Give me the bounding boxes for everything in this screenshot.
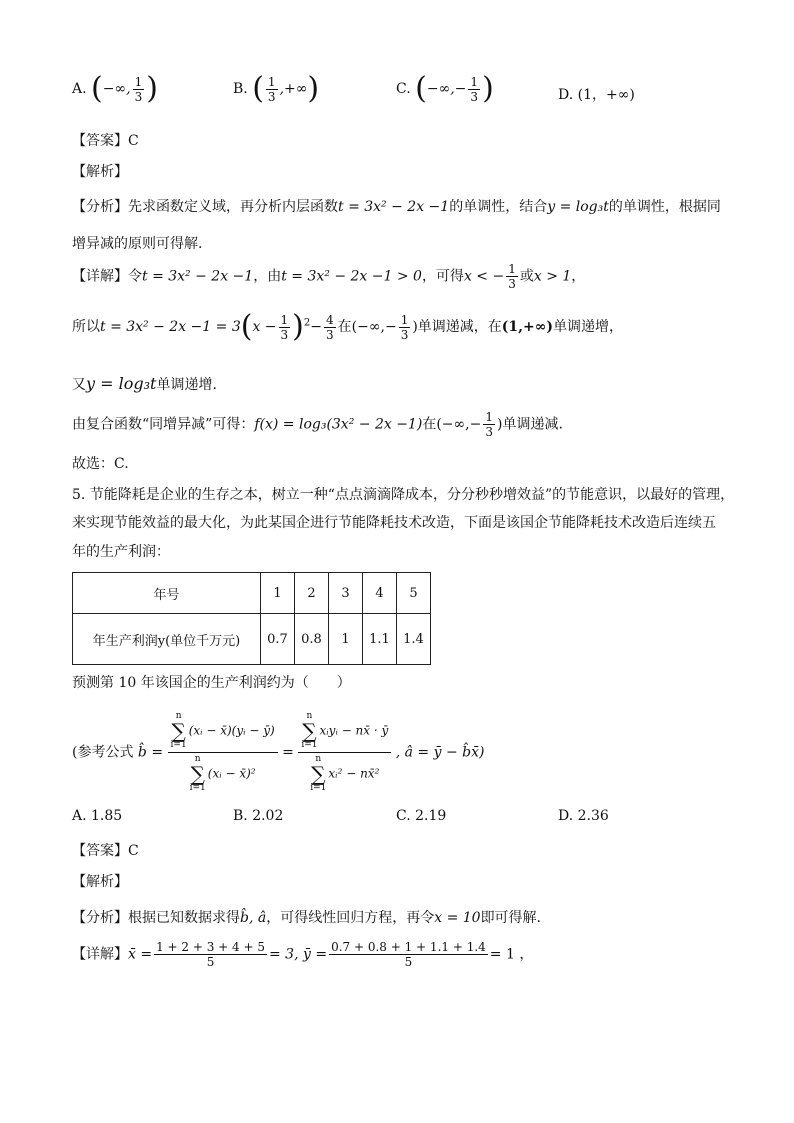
final-answer: 故选：C. xyxy=(72,456,129,472)
profit-cell: 1 xyxy=(329,614,363,665)
fraction: $\frac{1}{3}$ xyxy=(267,74,276,104)
fraction: $\frac{0.7 + 0.8 + 1 + 1.1 + 1.4}{5}$ xyxy=(331,940,486,969)
option-d xyxy=(558,84,635,104)
option-d-text: (1，+∞) xyxy=(577,87,635,103)
option-c-left: −∞,− xyxy=(426,81,467,97)
profit-cell: 1.1 xyxy=(363,614,397,665)
fraction: $\frac{1}{3}$ xyxy=(485,410,493,439)
sigma-symbol: n ∑ i=1 xyxy=(310,754,327,793)
detail-line-2: 所以t = 3x² − 2x −1 = 3(x − $\frac{1}{3}$ )$^2$− $\frac{4}{3}$ 在(−∞,− $\frac{1}{3}$ )单调递减，在(1,+∞)单调递增， xyxy=(72,309,624,344)
year-cell: 1 xyxy=(261,573,295,614)
paren-open: ( xyxy=(240,309,253,344)
analysis-line-2: 增异减的原则可得解. xyxy=(72,236,203,252)
table-header: 年号 xyxy=(73,573,261,614)
option-b: B. 2.02 xyxy=(233,808,284,824)
fraction: $\frac{1 + 2 + 3 + 4 + 5}{5}$ xyxy=(156,940,265,969)
paren-close: ) xyxy=(482,71,494,106)
answer-tag: 【答案】 xyxy=(72,133,128,149)
q5-stem-1: 5. 节能降耗是企业的生存之本，树立一种“点点滴滴降成本，分分秒秒增效益”的节能意识，以最好的管理， xyxy=(72,487,735,503)
fraction: $\frac{1}{3}$ xyxy=(470,74,479,104)
option-b-right: ,+∞ xyxy=(279,81,308,97)
analysis-tag: 【解析】 xyxy=(72,874,128,890)
option-b-label: B. xyxy=(233,81,248,97)
q5-stem-2: 来实现节能效益的最大化，为此某国企进行节能降耗技术改造，下面是该国企节能降耗技术改造后连续五 xyxy=(72,515,716,531)
fraction: n ∑ i=1 (xᵢ − x̄)(yᵢ − ȳ) n ∑ i=1 (xᵢ − x̄)² xyxy=(168,712,278,793)
exponent: 2 xyxy=(303,317,311,329)
option-d-label: D. xyxy=(558,87,574,103)
table-header: 年生产利润y(单位千万元) xyxy=(73,614,261,665)
fraction: $\frac{1}{3}$ xyxy=(400,312,409,342)
option-a: A. 1.85 xyxy=(72,808,123,824)
option-a-label: A. xyxy=(72,81,87,97)
paren-close: ) xyxy=(292,309,304,344)
detail-line-4: 由复合函数“同增异减”可得：f(x) = log₃(3x² − 2x −1)在(−∞,− $\frac{1}{3}$ )单调递减. xyxy=(72,410,563,439)
sigma-symbol: n ∑ i=1 xyxy=(301,711,318,750)
profit-table xyxy=(72,572,431,665)
analysis-tag: 【解析】 xyxy=(72,164,128,180)
q5-detail: 【详解】x̄ = $\frac{1 + 2 + 3 + 4 + 5}{5}$ = 3, ȳ = $\frac{0.7 + 0.8 + 1 + 1.1 + 1.4}{5}$ = 1 ， xyxy=(72,940,534,969)
detail-tag: 【详解】 xyxy=(72,268,128,285)
option-a xyxy=(72,71,158,106)
answer-value: C xyxy=(128,843,139,859)
q5-analysis: 【分析】根据已知数据求得b̂, â，可得线性回归方程，再令x = 10即可得解. xyxy=(72,910,542,926)
fraction: $\frac{1}{3}$ xyxy=(508,262,516,291)
profit-cell: 1.4 xyxy=(397,614,431,665)
paren-close: ) xyxy=(146,71,158,106)
paren-open: ( xyxy=(91,71,103,106)
option-c-label: C. xyxy=(396,81,411,97)
reference-formula: (参考公式 b̂ = n ∑ i=1 (xᵢ − x̄)(yᵢ − ȳ) n ∑ i=1 (xᵢ − x̄)² = n ∑ i=1 xᵢyᵢ − nx̄ · ȳ n ∑ i=1 xᵢ² − nx̄² , â = ȳ − b̂x̄) xyxy=(72,711,485,793)
option-c: C. 2.19 xyxy=(396,808,447,824)
paren-open: ( xyxy=(415,71,427,106)
answer-line: 【答案】C xyxy=(72,843,139,859)
fraction: $\frac{4}{3}$ xyxy=(326,312,334,342)
option-d: D. 2.36 xyxy=(558,808,609,824)
table-row xyxy=(73,573,431,614)
table-row xyxy=(73,614,431,665)
answer-line xyxy=(72,130,139,150)
analysis-line-1: 【分析】先求函数定义域，再分析内层函数t = 3x² − 2x −1的单调性，结合y = log₃t的单调性，根据同 xyxy=(72,199,721,215)
sigma-symbol: n ∑ i=1 xyxy=(170,711,187,750)
year-cell: 3 xyxy=(329,573,363,614)
q5-stem-3: 年的生产利润： xyxy=(72,544,170,560)
year-cell: 5 xyxy=(397,573,431,614)
paren-open: ( xyxy=(252,71,264,106)
inner-function: t = 3x² − 2x −1 xyxy=(338,199,450,215)
year-cell: 2 xyxy=(295,573,329,614)
fraction: $\frac{1}{3}$ xyxy=(280,312,289,342)
log-function: y = log₃t xyxy=(547,199,609,215)
profit-cell: 0.8 xyxy=(295,614,329,665)
option-a-left: −∞, xyxy=(102,81,131,97)
profit-cell: 0.7 xyxy=(261,614,295,665)
fenxi-tag: 【分析】 xyxy=(72,199,128,215)
q5-question: 预测第 10 年该国企的生产利润约为（ ） xyxy=(72,675,351,691)
year-cell: 4 xyxy=(363,573,397,614)
answer-value: C xyxy=(128,133,139,149)
detail-line-1: 【详解】令t = 3x² − 2x −1，由t = 3x² − 2x −1 > 0，可得x < − $\frac{1}{3}$ 或x > 1， xyxy=(72,262,586,291)
option-c xyxy=(396,71,494,106)
fraction: n ∑ i=1 xᵢyᵢ − nx̄ · ȳ n ∑ i=1 xᵢ² − nx̄² xyxy=(298,712,391,793)
detail-line-3: 又y = log₃t单调递增. xyxy=(72,374,217,393)
sigma-symbol: n ∑ i=1 xyxy=(189,754,206,793)
option-b xyxy=(233,71,320,106)
fraction: $\frac{1}{3}$ xyxy=(134,74,143,104)
paren-close: ) xyxy=(307,71,320,106)
